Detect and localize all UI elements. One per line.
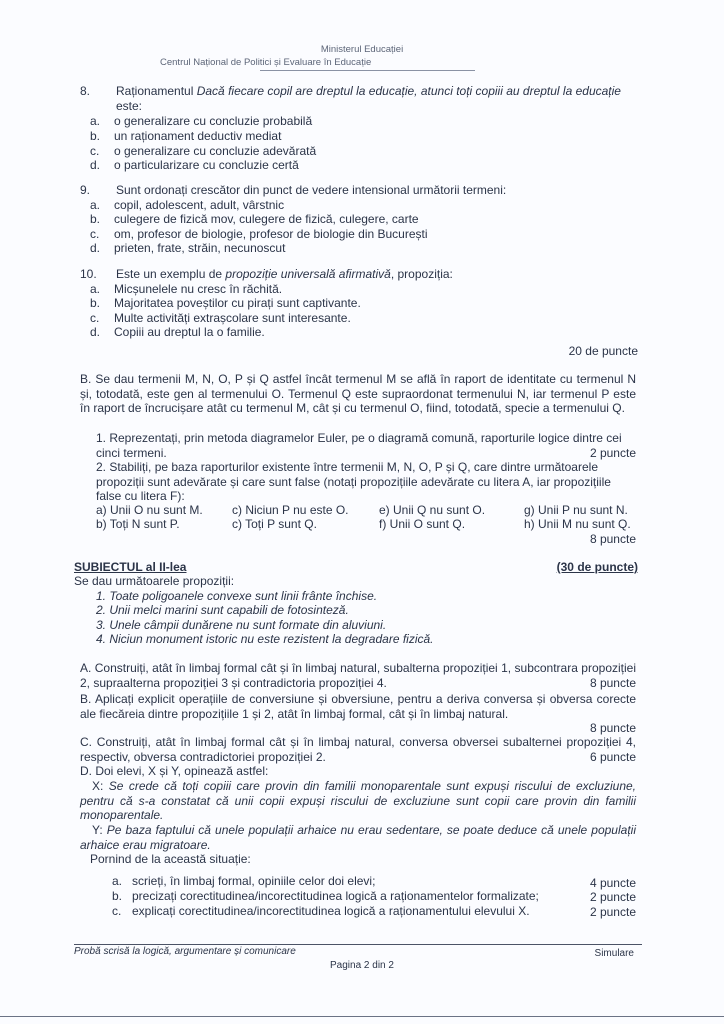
task-points: 2 puncte	[589, 890, 636, 904]
q10-prefix: Este un exemplu de	[116, 267, 226, 281]
task-letter: c.	[112, 904, 122, 918]
proposition-3: 3. Unele câmpii dunărene nu sunt formate din aluviuni.	[96, 618, 387, 632]
header-rule	[260, 70, 475, 71]
q10-option-text: Micșunelele nu cresc în răchită.	[114, 282, 283, 296]
q9-option-letter: c.	[90, 227, 100, 241]
q10-option-letter: c.	[90, 311, 100, 325]
proposition-e: e) Unii Q nu sunt O.	[379, 503, 486, 517]
requirement-a: A. Construiți, atât în limbaj formal cât și în limbaj natural, subalterna propoziției 1, subcontrara propoziției 2, supraalterna propoziției 3 și contradictoria propoziției 4.	[80, 661, 636, 690]
q9-option-text: om, profesor de biologie, profesor de biologie din București	[114, 227, 428, 241]
footer-rule	[74, 944, 642, 945]
q8-option-text: o particularizare cu concluzie certă	[114, 158, 299, 172]
task-text: scrieți, în limbaj formal, opiniile celor doi elevi;	[132, 874, 376, 888]
q10-italic: propoziție universală afirmativă	[225, 267, 391, 281]
student-x-label: X:	[92, 779, 109, 793]
requirement-b: B. Aplicați explicit operațiile de conversiune și obversiune, pentru a deriva conversa și obversa corecte ale fiecăreia dintre propozițiile 1 și 2, atât în limbaj formal, cât și în limbaj natural.	[80, 692, 636, 721]
proposition-a: a) Unii O nu sunt M.	[96, 503, 203, 517]
subject-2-intro: Se dau următoarele propoziții:	[74, 574, 235, 588]
q10-suffix: , propoziția:	[390, 267, 453, 281]
proposition-h: h) Unii M nu sunt Q.	[524, 517, 631, 531]
bottom-edge-rule	[0, 1016, 724, 1017]
subject-2-points: (30 de puncte)	[556, 560, 638, 574]
question-9-text: Sunt ordonați crescător din punct de vedere intensional următorii termeni:	[116, 183, 507, 197]
q9-option-text: prieten, frate, străin, necunoscut	[114, 241, 286, 255]
footer-exam-name: Probă scrisă la logică, argumentare și comunicare	[74, 946, 296, 957]
q8-option-letter: d.	[90, 158, 101, 172]
requirement-a-points: 8 puncte	[589, 676, 636, 690]
proposition-2: 2. Unii melci marini sunt capabili de fotosinteză.	[96, 603, 349, 617]
task-text: explicați corectitudinea/incorectitudinea logică a raționamentului elevului X.	[132, 904, 530, 918]
requirement-c: C. Construiți, atât în limbaj formal cât și în limbaj natural, conversa obversei subalternei propoziției 4, respectiv, obversa contradictoriei propoziției 2.	[80, 735, 636, 764]
q10-option-letter: d.	[90, 325, 101, 339]
section-b-intro: B. Se dau termenii M, N, O, P și Q astfel încât termenul M se află în raport de identitate cu termenul N și, totodată, este gen al termenului O. Termenul Q este supraordonat termenului N, iar termenul P este în raport de încrucișare atât cu termenul M, cât și cu termenul O, fiind, totodată, specie a termenului Q.	[80, 372, 636, 416]
q8-option-text: un raționament deductiv mediat	[114, 129, 282, 143]
q10-option-letter: b.	[90, 296, 101, 310]
q10-option-text: Copiii au dreptul la o familie.	[114, 325, 265, 339]
q10-option-letter: a.	[90, 282, 101, 296]
q9-option-letter: d.	[90, 241, 101, 255]
q8-option-letter: a.	[90, 114, 101, 128]
task-text: precizați corectitudinea/incorectitudinea logică a raționamentelor formalizate;	[132, 889, 539, 903]
task-points: 4 puncte	[589, 876, 636, 890]
student-y-label: Y:	[92, 823, 107, 837]
q9-option-text: culegere de fizică mov, culegere de fizică, culegere, carte	[114, 212, 419, 226]
task-points: 2 puncte	[589, 905, 636, 919]
student-y-text: Pe baza faptului că unele populații arhaice nu erau sedentare, se poate deduce că unele populații arhaice erau migratoare.	[80, 823, 636, 852]
proposition-g: g) Unii P nu sunt N.	[524, 503, 628, 517]
question-10-number: 10.	[80, 267, 97, 281]
q8-option-text: o generalizare cu concluzie adevărată	[114, 144, 317, 158]
task-letter: a.	[112, 874, 123, 888]
section-a-points: 20 de puncte	[568, 344, 638, 358]
q8-italic: Dacă fiecare copil are dreptul la educație, atunci toți copiii au dreptul la educație	[196, 84, 621, 98]
question-10-text	[116, 267, 636, 282]
section-b-task2: 2. Stabiliți, pe baza raporturilor existente între termenii M, N, O, P și Q, care dintre următoarele propoziții sunt adevărate și care sunt false (notați propozițiile adevărate cu litera A, iar propozițiile false cu litera F):	[96, 460, 611, 504]
proposition-f: f) Unii O sunt Q.	[379, 517, 466, 531]
q9-option-text: copil, adolescent, adult, vârstnic	[114, 198, 285, 212]
section-b-task1: 1. Reprezentați, prin metoda diagramelor Euler, pe o diagramă comună, raporturile logice dintre cei cinci termeni.	[96, 431, 622, 460]
task-letter: b.	[112, 889, 123, 903]
q9-option-letter: b.	[90, 212, 101, 226]
q9-option-letter: a.	[90, 198, 101, 212]
q8-option-letter: b.	[90, 129, 101, 143]
requirement-c-points: 6 puncte	[589, 750, 636, 764]
requirement-d: D. Doi elevi, X și Y, opinează astfel:	[80, 764, 269, 778]
footer-simulation: Simulare	[594, 948, 634, 959]
footer-page-number: Pagina 2 din 2	[330, 960, 394, 971]
student-x-text: Se crede că toți copiii care provin din familii monoparentale sunt expuși riscului de excluziune, pentru că s-a constatat că unii copii expuși riscului de excluziune sunt copii care provin din familii monoparentale.	[80, 779, 636, 823]
situation-intro: Pornind de la această situație:	[90, 852, 251, 866]
question-9-number: 9.	[80, 183, 91, 197]
question-8-number: 8.	[80, 84, 91, 98]
header-center: Centrul Național de Politici și Evaluare în Educație	[160, 57, 372, 68]
section-b-task2-points: 8 puncte	[589, 532, 636, 546]
proposition-c: c) Niciun P nu este O.	[232, 503, 349, 517]
student-x-opinion	[80, 779, 636, 823]
q10-option-text: Multe activități extrașcolare sunt interesante.	[114, 311, 351, 325]
requirement-b-points: 8 puncte	[589, 721, 636, 735]
q8-prefix: Raționamentul	[116, 84, 197, 98]
proposition-d: c) Toți P sunt Q.	[232, 517, 317, 531]
proposition-1: 1. Toate poligoanele convexe sunt linii frânte închise.	[96, 589, 378, 603]
q10-option-text: Majoritatea poveștilor cu pirați sunt captivante.	[114, 296, 361, 310]
proposition-4: 4. Niciun monument istoric nu este rezistent la degradare fizică.	[96, 632, 434, 646]
q8-suffix: este:	[116, 98, 143, 113]
header-ministry: Ministerul Educației	[320, 44, 404, 55]
proposition-b: b) Toți N sunt P.	[96, 517, 180, 531]
q8-option-letter: c.	[90, 144, 100, 158]
subject-2-title: SUBIECTUL al II-lea	[74, 560, 187, 574]
q8-option-text: o generalizare cu concluzie probabilă	[114, 114, 313, 128]
section-b-task1-points: 2 puncte	[589, 446, 636, 460]
student-y-opinion	[80, 823, 636, 852]
question-8-text	[116, 84, 636, 113]
